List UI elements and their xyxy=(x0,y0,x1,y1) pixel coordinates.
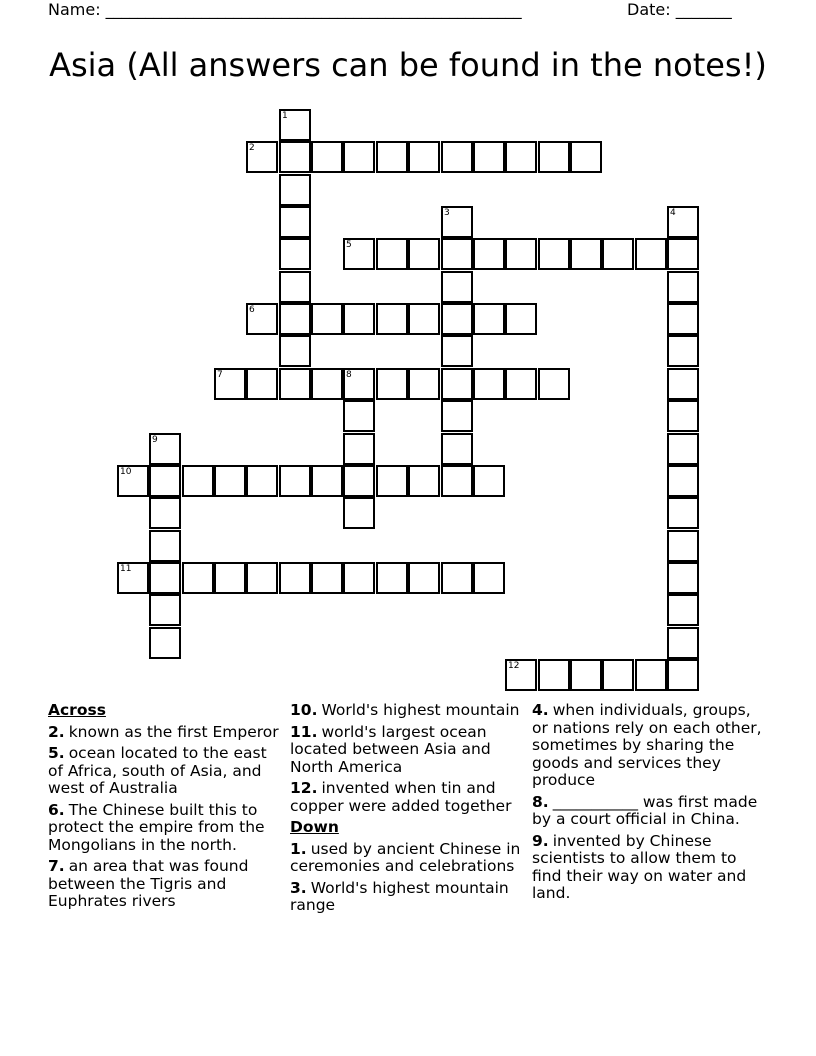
grid-cell[interactable] xyxy=(343,433,375,465)
clue-down-3: 3. World's highest mountain range xyxy=(290,878,509,914)
grid-cell[interactable] xyxy=(505,238,537,270)
clue-number: 2 xyxy=(249,143,255,153)
grid-cell[interactable] xyxy=(667,530,699,562)
clue-down-8: 8. ___________ was first made by a court official in China. xyxy=(532,792,758,828)
grid-cell[interactable] xyxy=(376,303,408,335)
grid-cell[interactable] xyxy=(246,465,278,497)
grid-cell[interactable] xyxy=(441,465,473,497)
grid-cell[interactable] xyxy=(149,530,181,562)
grid-cell[interactable] xyxy=(246,368,278,400)
grid-cell[interactable] xyxy=(441,271,473,303)
name-field[interactable]: Name: ____________________________________________________ xyxy=(48,0,522,19)
grid-cell[interactable] xyxy=(279,206,311,238)
clue-number: 9 xyxy=(152,435,158,445)
grid-cell[interactable] xyxy=(538,368,570,400)
across-heading: Across xyxy=(48,701,106,719)
grid-cell[interactable] xyxy=(279,335,311,367)
grid-cell[interactable] xyxy=(311,368,343,400)
clue-across-10: 10. World's highest mountain xyxy=(290,701,520,719)
grid-cell[interactable] xyxy=(441,141,473,173)
grid-cell[interactable] xyxy=(473,368,505,400)
grid-cell-10[interactable] xyxy=(117,465,149,497)
grid-cell[interactable] xyxy=(279,174,311,206)
clue-number: 10 xyxy=(120,467,132,477)
grid-cell[interactable] xyxy=(667,271,699,303)
grid-cell[interactable] xyxy=(408,368,440,400)
clue-number: 7 xyxy=(217,370,223,380)
grid-cell-11[interactable] xyxy=(117,562,149,594)
grid-cell-12[interactable] xyxy=(505,659,537,691)
grid-cell[interactable] xyxy=(441,400,473,432)
grid-cell[interactable] xyxy=(570,659,602,691)
grid-cell[interactable] xyxy=(441,238,473,270)
grid-cell[interactable] xyxy=(635,238,667,270)
grid-cell[interactable] xyxy=(667,368,699,400)
clue-number: 11 xyxy=(120,564,132,574)
grid-cell[interactable] xyxy=(376,465,408,497)
grid-cell[interactable] xyxy=(473,238,505,270)
grid-cell[interactable] xyxy=(441,303,473,335)
grid-cell[interactable] xyxy=(182,562,214,594)
grid-cell[interactable] xyxy=(602,238,634,270)
grid-cell[interactable] xyxy=(408,465,440,497)
grid-cell[interactable] xyxy=(473,562,505,594)
grid-cell[interactable] xyxy=(505,141,537,173)
grid-cell[interactable] xyxy=(473,303,505,335)
grid-cell[interactable] xyxy=(538,141,570,173)
grid-cell[interactable] xyxy=(602,659,634,691)
grid-cell[interactable] xyxy=(667,497,699,529)
grid-cell[interactable] xyxy=(538,238,570,270)
clues-column-2 xyxy=(290,702,524,919)
grid-cell[interactable] xyxy=(408,303,440,335)
grid-cell[interactable] xyxy=(441,433,473,465)
grid-cell[interactable] xyxy=(441,562,473,594)
grid-cell-4[interactable] xyxy=(667,206,699,238)
grid-cell[interactable] xyxy=(376,368,408,400)
grid-cell[interactable] xyxy=(667,433,699,465)
grid-cell-8[interactable] xyxy=(343,368,375,400)
grid-cell[interactable] xyxy=(311,562,343,594)
clue-number: 8 xyxy=(346,370,352,380)
clue-down-9: 9. invented by Chinese scientists to allow them to find their way on water and land. xyxy=(532,831,747,902)
grid-cell[interactable] xyxy=(408,238,440,270)
date-field[interactable]: Date: _______ xyxy=(627,0,732,19)
grid-cell[interactable] xyxy=(343,400,375,432)
grid-cell-6[interactable] xyxy=(246,303,278,335)
grid-cell-3[interactable] xyxy=(441,206,473,238)
grid-cell[interactable] xyxy=(376,238,408,270)
grid-cell[interactable] xyxy=(667,238,699,270)
grid-cell[interactable] xyxy=(311,465,343,497)
grid-cell[interactable] xyxy=(408,562,440,594)
grid-cell[interactable] xyxy=(667,594,699,626)
grid-cell[interactable] xyxy=(538,659,570,691)
grid-cell[interactable] xyxy=(408,141,440,173)
grid-cell[interactable] xyxy=(441,335,473,367)
grid-cell[interactable] xyxy=(635,659,667,691)
grid-cell[interactable] xyxy=(246,562,278,594)
clue-number: 1 xyxy=(282,111,288,121)
grid-cell[interactable] xyxy=(214,465,246,497)
clues-column-1 xyxy=(48,702,280,915)
grid-cell[interactable] xyxy=(149,465,181,497)
clues-column-3 xyxy=(532,702,768,907)
grid-cell[interactable] xyxy=(279,271,311,303)
clue-across-2: 2. known as the first Emperor xyxy=(48,722,279,741)
grid-cell[interactable] xyxy=(279,562,311,594)
grid-cell[interactable] xyxy=(667,465,699,497)
grid-cell[interactable] xyxy=(343,562,375,594)
grid-cell[interactable] xyxy=(667,400,699,432)
grid-cell[interactable] xyxy=(149,497,181,529)
clue-down-4: 4. when individuals, groups, or nations rely on each other, sometimes by sharing the goods and services they produce xyxy=(532,701,762,789)
grid-cell[interactable] xyxy=(149,594,181,626)
grid-cell[interactable] xyxy=(667,303,699,335)
grid-cell[interactable] xyxy=(441,368,473,400)
clue-down-1: 1. used by ancient Chinese in ceremonies and celebrations xyxy=(290,839,521,875)
grid-cell-5[interactable] xyxy=(343,238,375,270)
clue-number: 4 xyxy=(670,208,676,218)
grid-cell[interactable] xyxy=(279,141,311,173)
grid-cell[interactable] xyxy=(343,303,375,335)
grid-cell[interactable] xyxy=(182,465,214,497)
grid-cell[interactable] xyxy=(311,303,343,335)
grid-cell[interactable] xyxy=(279,303,311,335)
grid-cell[interactable] xyxy=(667,659,699,691)
grid-cell[interactable] xyxy=(279,368,311,400)
grid-cell[interactable] xyxy=(279,238,311,270)
grid-cell[interactable] xyxy=(473,141,505,173)
grid-cell-9[interactable] xyxy=(149,433,181,465)
grid-cell-7[interactable] xyxy=(214,368,246,400)
clue-across-5: 5. ocean located to the east of Africa, south of Asia, and west of Australia xyxy=(48,744,267,797)
grid-cell[interactable] xyxy=(667,627,699,659)
clue-number: 6 xyxy=(249,305,255,315)
down-heading: Down xyxy=(290,818,339,836)
clue-across-7: 7. an area that was found between the Tigris and Euphrates rivers xyxy=(48,857,249,910)
grid-cell[interactable] xyxy=(343,497,375,529)
grid-cell[interactable] xyxy=(343,141,375,173)
grid-cell[interactable] xyxy=(214,562,246,594)
puzzle-title: Asia (All answers can be found in the notes!) xyxy=(49,46,767,84)
grid-cell[interactable] xyxy=(570,238,602,270)
grid-cell[interactable] xyxy=(376,141,408,173)
clue-across-11: 11. world's largest ocean located between Asia and North America xyxy=(290,722,491,776)
grid-cell[interactable] xyxy=(279,465,311,497)
grid-cell[interactable] xyxy=(667,562,699,594)
grid-cell[interactable] xyxy=(149,627,181,659)
grid-cell[interactable] xyxy=(570,141,602,173)
grid-cell[interactable] xyxy=(505,368,537,400)
grid-cell[interactable] xyxy=(473,465,505,497)
grid-cell-1[interactable] xyxy=(279,109,311,141)
clue-number: 5 xyxy=(346,240,352,250)
grid-cell[interactable] xyxy=(343,465,375,497)
grid-cell[interactable] xyxy=(311,141,343,173)
clue-number: 12 xyxy=(508,661,520,671)
grid-cell[interactable] xyxy=(667,335,699,367)
clue-number: 3 xyxy=(444,208,450,218)
clue-across-6: 6. The Chinese built this to protect the empire from the Mongolians in the north. xyxy=(48,800,265,854)
grid-cell-2[interactable] xyxy=(246,141,278,173)
grid-cell[interactable] xyxy=(505,303,537,335)
grid-cell[interactable] xyxy=(376,562,408,594)
grid-cell[interactable] xyxy=(149,562,181,594)
clue-across-12: 12. invented when tin and copper were added together xyxy=(290,779,512,815)
